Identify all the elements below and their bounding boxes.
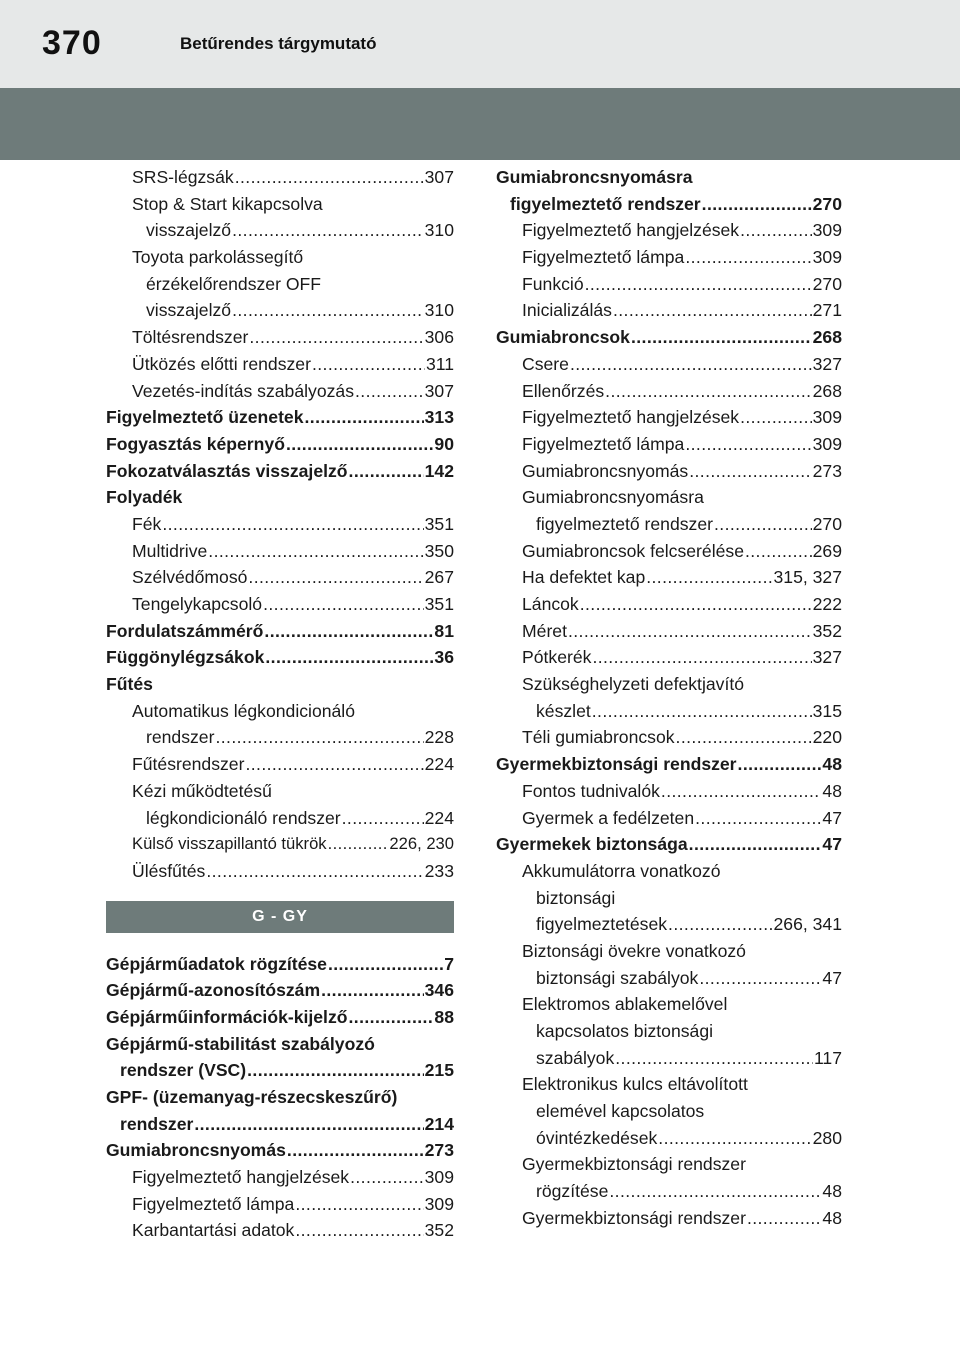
index-entry: biztonsági: [536, 887, 616, 908]
index-entry-main: Fogyasztás képernyő ..... 90: [106, 431, 454, 458]
index-entry: Figyelmeztető hangjelzések ..... 309: [496, 404, 842, 431]
index-entry-main: Gyermekbiztonsági rendszer ..... 48: [496, 751, 842, 778]
index-entry-main: rendszer ..... 214: [106, 1111, 454, 1138]
index-entry: SRS-légzsák ..... 307: [106, 164, 454, 191]
index-entry: Fűtésrendszer ..... 224: [106, 751, 454, 778]
index-entry: érzékelőrendszer OFF: [146, 273, 322, 294]
index-entry: Gumiabroncsnyomásra: [522, 487, 704, 508]
index-entry: Akkumulátorra vonatkozó: [522, 860, 721, 881]
index-entry-main: Gépjárműinformációk-kijelző ..... 88: [106, 1004, 454, 1031]
index-entry: Tengelykapcsoló ..... 351: [106, 591, 454, 618]
index-entry: Gumiabroncsok felcserélése ..... 269: [496, 538, 842, 565]
index-entry-main: rendszer (VSC) ..... 215: [106, 1057, 454, 1084]
index-entry: Pótkerék ..... 327: [496, 644, 842, 671]
index-entry: figyelmeztetések ..... 266, 341: [496, 911, 842, 938]
index-entry: Multidrive ..... 350: [106, 538, 454, 565]
index-entry: Figyelmeztető hangjelzések ..... 309: [496, 217, 842, 244]
index-entry: Vezetés-indítás szabályozás ..... 307: [106, 378, 454, 405]
index-entry: Ha defektet kap ..... 315, 327: [496, 564, 842, 591]
index-entry: Elektronikus kulcs eltávolított: [522, 1074, 748, 1095]
index-entry: készlet ..... 315: [496, 698, 842, 725]
index-entry: Stop & Start kikapcsolva: [132, 193, 323, 214]
index-entry: Figyelmeztető lámpa ..... 309: [496, 244, 842, 271]
index-entry: elemével kapcsolatos: [536, 1101, 705, 1122]
index-entry-main: Gépjármű-stabilitást szabályozó: [106, 1033, 375, 1054]
index-entry-main: Folyadék: [106, 487, 183, 508]
index-column-right: [496, 164, 842, 1232]
index-entry: Gyermekbiztonsági rendszer ..... 48: [496, 1205, 842, 1232]
index-entry: Méret ..... 352: [496, 618, 842, 645]
index-entry: rögzítése ..... 48: [496, 1178, 842, 1205]
index-entry: rendszer ..... 228: [106, 724, 454, 751]
index-entry: Szükséghelyzeti defektjavító: [522, 674, 745, 695]
index-entry: biztonsági szabályok ..... 47: [496, 965, 842, 992]
index-entry: Csere ..... 327: [496, 351, 842, 378]
index-entry: kapcsolatos biztonsági: [536, 1021, 714, 1041]
index-entry-main: Függönylégzsákok ..... 36: [106, 644, 454, 671]
index-entry-main: Fordulatszámmérő ..... 81: [106, 618, 454, 645]
index-entry: Téli gumiabroncsok ..... 220: [496, 724, 842, 751]
index-entry: Elektromos ablakemelővel: [522, 994, 728, 1015]
index-entry: Biztonsági övekre vonatkozó: [522, 940, 746, 961]
index-column-left: [106, 164, 454, 1244]
index-entry: Fék ..... 351: [106, 511, 454, 538]
index-entry: Automatikus légkondicionáló: [132, 700, 355, 721]
index-entry-main: Gumiabroncsnyomásra: [496, 167, 693, 187]
index-entry: Kézi működtetésű: [132, 780, 272, 801]
index-entry: Gumiabroncsnyomás ..... 273: [496, 458, 842, 485]
header-band: [0, 88, 960, 160]
index-entry-main: figyelmeztető rendszer ..... 270: [496, 191, 842, 218]
section-banner: G - GY: [106, 901, 454, 933]
index-entry: Szélvédőmosó ..... 267: [106, 564, 454, 591]
index-entry-main: Gumiabroncsnyomás ..... 273: [106, 1137, 454, 1164]
index-entry-main: Gépjárműadatok rögzítése ..... 7: [106, 951, 454, 978]
index-entry-main: Gépjármű-azonosítószám ..... 346: [106, 977, 454, 1004]
index-entry: óvintézkedések ..... 280: [496, 1125, 842, 1152]
index-entry: Toyota parkolássegítő: [132, 247, 304, 268]
index-entry: Figyelmeztető lámpa ..... 309: [106, 1191, 454, 1218]
index-entry: Karbantartási adatok ..... 352: [106, 1217, 454, 1244]
page-number: 370: [42, 24, 102, 62]
index-entry-main: Fűtés: [106, 674, 153, 695]
index-entry: Ütközés előtti rendszer ..... 311: [106, 351, 454, 378]
index-entry: Külső visszapillantó tükrök ..... 226, 230: [106, 831, 454, 858]
section-title: Betűrendes tárgymutató: [180, 34, 377, 53]
index-entry: Funkció ..... 270: [496, 271, 842, 298]
index-entry: Gyermek a fedélzeten ..... 47: [496, 805, 842, 832]
index-entry: visszajelző ..... 310: [106, 217, 454, 244]
index-entry: Inicializálás ..... 271: [496, 297, 842, 324]
index-entry: Gyermekbiztonsági rendszer: [522, 1154, 746, 1175]
index-entry: Ellenőrzés ..... 268: [496, 378, 842, 405]
index-entry: Töltésrendszer ..... 306: [106, 324, 454, 351]
index-entry-main: Gyermekek biztonsága ..... 47: [496, 831, 842, 858]
index-entry-main: Gumiabroncsok ..... 268: [496, 324, 842, 351]
index-entry: Ülésfűtés ..... 233: [106, 858, 454, 885]
index-entry: Láncok ..... 222: [496, 591, 842, 618]
index-entry: figyelmeztető rendszer ..... 270: [496, 511, 842, 538]
page-header: [0, 0, 960, 88]
index-entry-main: Fokozatválasztás visszajelző ..... 142: [106, 458, 454, 485]
index-entry-main: GPF- (üzemanyag-részecskeszűrő): [106, 1087, 398, 1107]
index-entry: Figyelmeztető hangjelzések ..... 309: [106, 1164, 454, 1191]
index-entry: Fontos tudnivalók ..... 48: [496, 778, 842, 805]
index-entry: szabályok ..... 117: [496, 1045, 842, 1072]
index-entry: visszajelző ..... 310: [106, 297, 454, 324]
index-entry: Figyelmeztető lámpa ..... 309: [496, 431, 842, 458]
index-entry: légkondicionáló rendszer ..... 224: [106, 805, 454, 832]
index-entry-main: Figyelmeztető üzenetek ..... 313: [106, 404, 454, 431]
